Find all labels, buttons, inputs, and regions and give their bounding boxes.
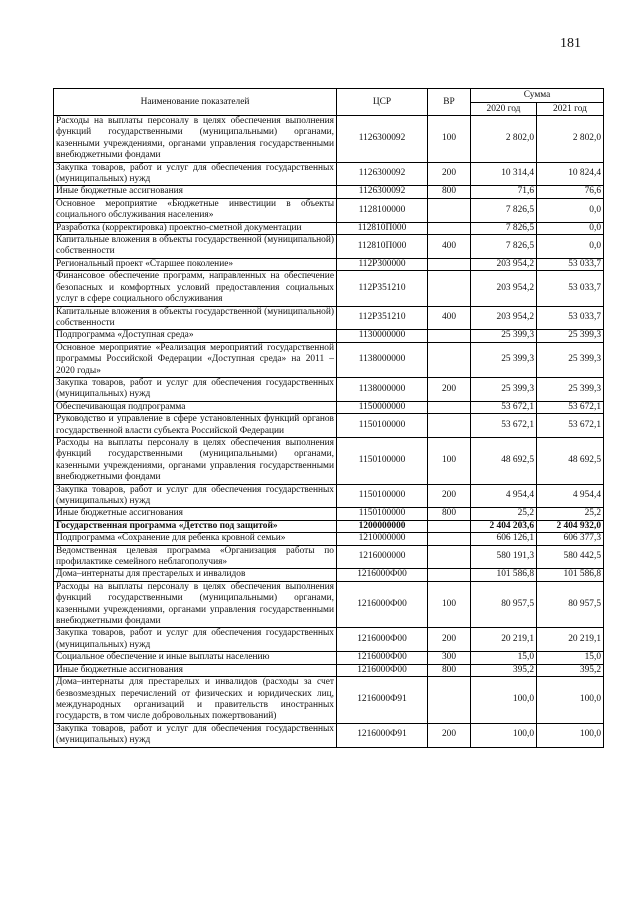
row-vr-cell: 100 bbox=[428, 116, 471, 163]
row-value-2021-cell: 100,0 bbox=[537, 723, 604, 747]
row-name-cell: Разработка (корректировка) проектно-сметной документации bbox=[54, 222, 337, 234]
row-name-cell: Дома–интернаты для престарелых и инвалидов bbox=[54, 569, 337, 581]
row-vr-cell: 200 bbox=[428, 628, 471, 652]
row-name-cell: Закупка товаров, работ и услуг для обеспечения государственных (муниципальных) нужд bbox=[54, 628, 337, 652]
row-name-cell: Закупка товаров, работ и услуг для обеспечения государственных (муниципальных) нужд bbox=[54, 484, 337, 508]
row-value-2020-cell: 25,2 bbox=[471, 508, 537, 520]
row-csr-cell: 1216000Ф00 bbox=[337, 652, 428, 664]
row-csr-cell: 1138000000 bbox=[337, 377, 428, 401]
row-vr-cell: 200 bbox=[428, 377, 471, 401]
row-name-cell: Капитальные вложения в объекты государственной (муниципальной) собственности bbox=[54, 235, 337, 259]
table-row bbox=[54, 545, 604, 569]
row-csr-cell: 112Р351210 bbox=[337, 306, 428, 330]
row-value-2021-cell: 0,0 bbox=[537, 198, 604, 222]
row-csr-cell: 1128100000 bbox=[337, 198, 428, 222]
table-row bbox=[54, 520, 604, 532]
header-csr: ЦСР bbox=[337, 89, 428, 116]
header-year-2021: 2021 год bbox=[537, 103, 604, 116]
table-row bbox=[54, 437, 604, 484]
row-name-cell: Подпрограмма «Доступная среда» bbox=[54, 330, 337, 342]
row-value-2020-cell: 580 191,3 bbox=[471, 545, 537, 569]
row-name-cell: Закупка товаров, работ и услуг для обеспечения государственных (муниципальных) нужд bbox=[54, 723, 337, 747]
row-vr-cell bbox=[428, 198, 471, 222]
row-csr-cell: 1126300092 bbox=[337, 116, 428, 163]
row-name-cell: Основное мероприятие «Реализация мероприятий государственной программы Российской Федерации «Доступная среда» на 2011 – 2020 годы» bbox=[54, 342, 337, 377]
row-csr-cell: 1216000Ф91 bbox=[337, 723, 428, 747]
row-vr-cell bbox=[428, 533, 471, 545]
row-vr-cell bbox=[428, 545, 471, 569]
row-vr-cell bbox=[428, 271, 471, 306]
row-value-2020-cell: 15,0 bbox=[471, 652, 537, 664]
table-row bbox=[54, 677, 604, 724]
row-vr-cell bbox=[428, 258, 471, 270]
row-csr-cell: 1126300092 bbox=[337, 162, 428, 186]
row-value-2020-cell: 101 586,8 bbox=[471, 569, 537, 581]
row-value-2021-cell: 80 957,5 bbox=[537, 581, 604, 628]
row-value-2021-cell: 15,0 bbox=[537, 652, 604, 664]
row-vr-cell: 400 bbox=[428, 235, 471, 259]
row-value-2020-cell: 48 692,5 bbox=[471, 437, 537, 484]
row-vr-cell bbox=[428, 401, 471, 413]
row-name-cell: Ведомственная целевая программа «Организация работы по профилактике семейного неблагополучия» bbox=[54, 545, 337, 569]
row-value-2021-cell: 25 399,3 bbox=[537, 342, 604, 377]
row-csr-cell: 1216000Ф00 bbox=[337, 581, 428, 628]
row-value-2021-cell: 76,6 bbox=[537, 186, 604, 198]
table-row bbox=[54, 235, 604, 259]
row-csr-cell: 1216000Ф00 bbox=[337, 628, 428, 652]
row-vr-cell bbox=[428, 569, 471, 581]
row-value-2021-cell: 606 377,3 bbox=[537, 533, 604, 545]
row-value-2020-cell: 53 672,1 bbox=[471, 414, 537, 438]
table-row bbox=[54, 116, 604, 163]
row-value-2021-cell: 2 404 932,0 bbox=[537, 520, 604, 532]
row-value-2020-cell: 395,2 bbox=[471, 664, 537, 676]
header-vr: ВР bbox=[428, 89, 471, 116]
row-vr-cell: 800 bbox=[428, 664, 471, 676]
row-vr-cell: 200 bbox=[428, 723, 471, 747]
table-row bbox=[54, 414, 604, 438]
row-value-2020-cell: 7 826,5 bbox=[471, 222, 537, 234]
row-vr-cell: 300 bbox=[428, 652, 471, 664]
row-value-2020-cell: 606 126,1 bbox=[471, 533, 537, 545]
budget-table bbox=[53, 88, 604, 748]
row-value-2021-cell: 4 954,4 bbox=[537, 484, 604, 508]
row-value-2021-cell: 53 033,7 bbox=[537, 271, 604, 306]
table-row bbox=[54, 377, 604, 401]
row-value-2020-cell: 203 954,2 bbox=[471, 258, 537, 270]
header-sum: Сумма bbox=[471, 89, 604, 103]
row-vr-cell bbox=[428, 520, 471, 532]
row-csr-cell: 1216000Ф91 bbox=[337, 677, 428, 724]
table-row bbox=[54, 581, 604, 628]
row-value-2020-cell: 7 826,5 bbox=[471, 198, 537, 222]
row-csr-cell: 112810П000 bbox=[337, 222, 428, 234]
row-csr-cell: 112Р300000 bbox=[337, 258, 428, 270]
table-row bbox=[54, 533, 604, 545]
row-value-2020-cell: 71,6 bbox=[471, 186, 537, 198]
row-vr-cell: 100 bbox=[428, 437, 471, 484]
table-row bbox=[54, 569, 604, 581]
row-value-2021-cell: 25 399,3 bbox=[537, 377, 604, 401]
row-value-2021-cell: 48 692,5 bbox=[537, 437, 604, 484]
row-name-cell: Расходы на выплаты персоналу в целях обеспечения выполнения функций государственными (муниципальными) органами, казенными учреждениями, органами управления государственными внебюджетными фондами bbox=[54, 581, 337, 628]
row-value-2021-cell: 580 442,5 bbox=[537, 545, 604, 569]
row-csr-cell: 1150100000 bbox=[337, 437, 428, 484]
row-vr-cell bbox=[428, 342, 471, 377]
row-vr-cell: 800 bbox=[428, 186, 471, 198]
header-name: Наименование показателей bbox=[54, 89, 337, 116]
row-name-cell: Иные бюджетные ассигнования bbox=[54, 508, 337, 520]
row-value-2020-cell: 10 314,4 bbox=[471, 162, 537, 186]
row-csr-cell: 1150100000 bbox=[337, 414, 428, 438]
row-vr-cell: 100 bbox=[428, 581, 471, 628]
row-csr-cell: 1150100000 bbox=[337, 508, 428, 520]
row-value-2020-cell: 4 954,4 bbox=[471, 484, 537, 508]
row-value-2020-cell: 53 672,1 bbox=[471, 401, 537, 413]
row-value-2021-cell: 2 802,0 bbox=[537, 116, 604, 163]
row-name-cell: Обеспечивающая подпрограмма bbox=[54, 401, 337, 413]
row-value-2020-cell: 2 404 203,6 bbox=[471, 520, 537, 532]
row-name-cell: Подпрограмма «Сохранение для ребенка кровной семьи» bbox=[54, 533, 337, 545]
table-row bbox=[54, 508, 604, 520]
row-value-2021-cell: 0,0 bbox=[537, 222, 604, 234]
table-row bbox=[54, 198, 604, 222]
row-csr-cell: 112810П000 bbox=[337, 235, 428, 259]
row-name-cell: Руководство и управление в сфере установленных функций органов государственной власти субъекта Российской Федерации bbox=[54, 414, 337, 438]
row-csr-cell: 1126300092 bbox=[337, 186, 428, 198]
row-value-2020-cell: 25 399,3 bbox=[471, 330, 537, 342]
row-value-2021-cell: 20 219,1 bbox=[537, 628, 604, 652]
row-value-2021-cell: 25,2 bbox=[537, 508, 604, 520]
table-body bbox=[54, 116, 604, 748]
row-value-2021-cell: 101 586,8 bbox=[537, 569, 604, 581]
row-value-2020-cell: 80 957,5 bbox=[471, 581, 537, 628]
table-row bbox=[54, 401, 604, 413]
row-name-cell: Государственная программа «Детство под защитой» bbox=[54, 520, 337, 532]
row-csr-cell: 112Р351210 bbox=[337, 271, 428, 306]
row-name-cell: Закупка товаров, работ и услуг для обеспечения государственных (муниципальных) нужд bbox=[54, 162, 337, 186]
row-csr-cell: 1130000000 bbox=[337, 330, 428, 342]
row-value-2021-cell: 53 033,7 bbox=[537, 258, 604, 270]
row-vr-cell: 800 bbox=[428, 508, 471, 520]
row-csr-cell: 1138000000 bbox=[337, 342, 428, 377]
row-value-2021-cell: 395,2 bbox=[537, 664, 604, 676]
row-name-cell: Капитальные вложения в объекты государственной (муниципальной) собственности bbox=[54, 306, 337, 330]
row-value-2021-cell: 0,0 bbox=[537, 235, 604, 259]
table-row bbox=[54, 484, 604, 508]
row-csr-cell: 1150100000 bbox=[337, 484, 428, 508]
table-row bbox=[54, 628, 604, 652]
row-value-2020-cell: 7 826,5 bbox=[471, 235, 537, 259]
row-name-cell: Финансовое обеспечение программ, направленных на обеспечение безопасных и комфортных условий предоставления социальных услуг в сфере социального обслуживания bbox=[54, 271, 337, 306]
row-vr-cell: 200 bbox=[428, 484, 471, 508]
row-value-2021-cell: 53 672,1 bbox=[537, 414, 604, 438]
table-row bbox=[54, 342, 604, 377]
table-row bbox=[54, 258, 604, 270]
table-row bbox=[54, 222, 604, 234]
table-row bbox=[54, 271, 604, 306]
row-value-2020-cell: 2 802,0 bbox=[471, 116, 537, 163]
table-row bbox=[54, 652, 604, 664]
row-name-cell: Социальное обеспечение и иные выплаты населению bbox=[54, 652, 337, 664]
row-csr-cell: 1210000000 bbox=[337, 533, 428, 545]
row-vr-cell bbox=[428, 330, 471, 342]
row-value-2020-cell: 203 954,2 bbox=[471, 306, 537, 330]
table-row bbox=[54, 162, 604, 186]
row-name-cell: Иные бюджетные ассигнования bbox=[54, 664, 337, 676]
row-value-2021-cell: 100,0 bbox=[537, 677, 604, 724]
row-csr-cell: 1216000Ф00 bbox=[337, 664, 428, 676]
row-vr-cell: 400 bbox=[428, 306, 471, 330]
row-value-2021-cell: 53 033,7 bbox=[537, 306, 604, 330]
row-value-2020-cell: 100,0 bbox=[471, 677, 537, 724]
row-name-cell: Закупка товаров, работ и услуг для обеспечения государственных (муниципальных) нужд bbox=[54, 377, 337, 401]
row-csr-cell: 1200000000 bbox=[337, 520, 428, 532]
row-csr-cell: 1216000Ф00 bbox=[337, 569, 428, 581]
row-name-cell: Иные бюджетные ассигнования bbox=[54, 186, 337, 198]
row-vr-cell bbox=[428, 414, 471, 438]
row-vr-cell bbox=[428, 222, 471, 234]
row-value-2020-cell: 25 399,3 bbox=[471, 342, 537, 377]
row-value-2020-cell: 20 219,1 bbox=[471, 628, 537, 652]
row-value-2021-cell: 10 824,4 bbox=[537, 162, 604, 186]
row-name-cell: Региональный проект «Старшее поколение» bbox=[54, 258, 337, 270]
row-value-2020-cell: 100,0 bbox=[471, 723, 537, 747]
table-row bbox=[54, 306, 604, 330]
row-value-2021-cell: 53 672,1 bbox=[537, 401, 604, 413]
row-name-cell: Дома–интернаты для престарелых и инвалидов (расходы за счет безвозмездных перечислений от физических и юридических лиц, международных организаций и правительств иностранных государств, в том числе добровольных пожертвований) bbox=[54, 677, 337, 724]
header-year-2020: 2020 год bbox=[471, 103, 537, 116]
row-name-cell: Расходы на выплаты персоналу в целях обеспечения выполнения функций государственными (муниципальными) органами, казенными учреждениями, органами управления государственными внебюджетными фондами bbox=[54, 116, 337, 163]
row-vr-cell: 200 bbox=[428, 162, 471, 186]
table-row bbox=[54, 330, 604, 342]
table-row bbox=[54, 186, 604, 198]
page-number: 181 bbox=[560, 36, 581, 51]
row-csr-cell: 1150000000 bbox=[337, 401, 428, 413]
row-name-cell: Основное мероприятие «Бюджетные инвестиции в объекты социального обслуживания населения» bbox=[54, 198, 337, 222]
row-vr-cell bbox=[428, 677, 471, 724]
row-value-2020-cell: 25 399,3 bbox=[471, 377, 537, 401]
row-value-2020-cell: 203 954,2 bbox=[471, 271, 537, 306]
table-row bbox=[54, 723, 604, 747]
row-name-cell: Расходы на выплаты персоналу в целях обеспечения выполнения функций государственными (муниципальными) органами, казенными учреждениями, органами управления государственными внебюджетными фондами bbox=[54, 437, 337, 484]
table-row bbox=[54, 664, 604, 676]
row-csr-cell: 1216000000 bbox=[337, 545, 428, 569]
row-value-2021-cell: 25 399,3 bbox=[537, 330, 604, 342]
